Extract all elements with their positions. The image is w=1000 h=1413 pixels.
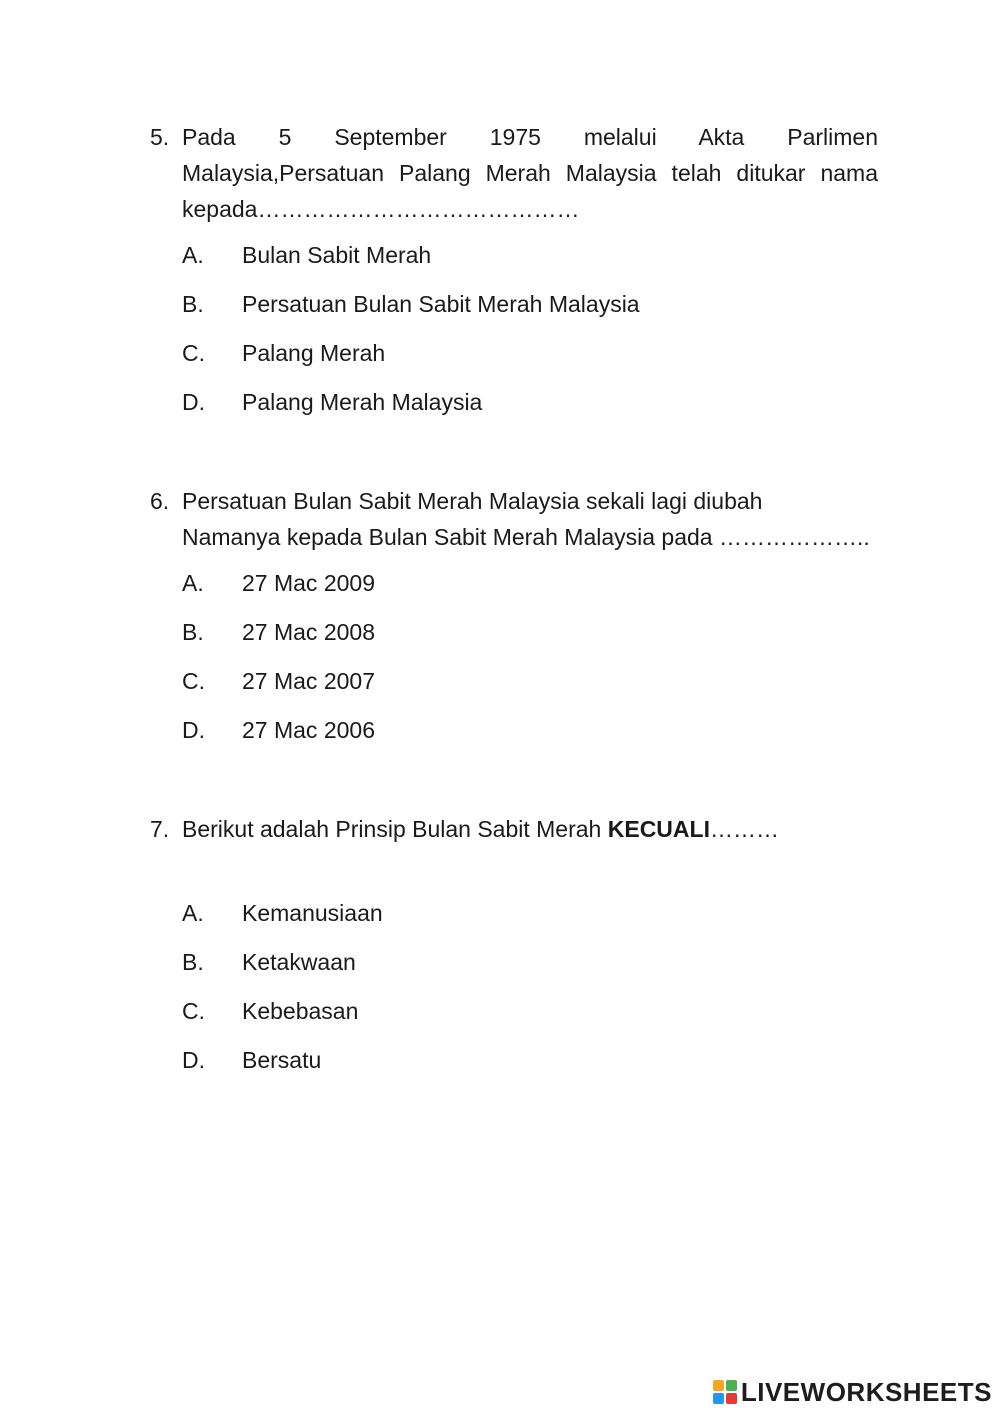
question-text-rest: Namanya kepada Bulan Sabit Merah Malaysia pada ………………..	[182, 524, 870, 550]
question-text-rest: Malaysia,Persatuan Palang Merah Malaysia telah ditukar nama kepada……………………………………	[182, 160, 878, 222]
liveworksheets-logo-text: LIVEWORKSHEETS	[740, 1376, 992, 1407]
option-a[interactable]	[182, 895, 878, 931]
option-text: Kemanusiaan	[242, 900, 383, 926]
option-b[interactable]	[182, 944, 878, 980]
question-text-after: ………	[709, 816, 779, 842]
answer-options	[150, 565, 878, 748]
question-6	[150, 483, 878, 761]
answer-options	[150, 237, 878, 420]
option-text: 27 Mac 2007	[242, 668, 375, 694]
option-b[interactable]	[182, 614, 878, 650]
option-text: Palang Merah Malaysia	[242, 389, 483, 415]
option-text: Ketakwaan	[242, 949, 356, 975]
option-b[interactable]	[182, 286, 878, 322]
option-c[interactable]	[182, 335, 878, 371]
option-text: Bulan Sabit Merah	[242, 242, 432, 268]
option-text: Palang Merah	[242, 340, 386, 366]
option-letter: B.	[182, 291, 204, 317]
option-a[interactable]	[182, 237, 878, 273]
option-d[interactable]	[182, 712, 878, 748]
liveworksheets-logo-icon	[713, 1380, 737, 1404]
option-letter: C.	[182, 998, 205, 1024]
question-text-line1: Persatuan Bulan Sabit Merah Malaysia sekali lagi diubah	[182, 488, 763, 514]
option-text: Bersatu	[242, 1047, 322, 1073]
question-number: 5.	[150, 124, 170, 150]
option-letter: B.	[182, 619, 204, 645]
option-letter: A.	[182, 242, 204, 268]
option-a[interactable]	[182, 565, 878, 601]
liveworksheets-logo	[713, 1377, 992, 1407]
option-c[interactable]	[182, 663, 878, 699]
option-letter: A.	[182, 570, 204, 596]
question-number: 7.	[150, 816, 170, 842]
option-text: 27 Mac 2006	[242, 717, 375, 743]
logo-square-4	[726, 1393, 737, 1404]
option-letter: D.	[182, 717, 205, 743]
option-d[interactable]	[182, 384, 878, 420]
option-d[interactable]	[182, 1042, 878, 1078]
option-c[interactable]	[182, 993, 878, 1029]
question-number: 6.	[150, 488, 170, 514]
option-letter: C.	[182, 340, 205, 366]
question-7	[150, 811, 878, 1091]
question-text	[182, 119, 878, 227]
logo-square-1	[713, 1380, 724, 1391]
question-text-emphasis: KECUALI	[607, 816, 710, 842]
option-letter: D.	[182, 389, 205, 415]
question-text-line1: Pada 5 September 1975 melalui Akta Parlimen	[182, 124, 878, 150]
option-text: Kebebasan	[242, 998, 359, 1024]
option-letter: D.	[182, 1047, 205, 1073]
question-text-before: Berikut adalah Prinsip Bulan Sabit Merah	[182, 816, 608, 842]
answer-options	[150, 895, 878, 1078]
logo-square-2	[726, 1380, 737, 1391]
option-text: 27 Mac 2009	[242, 570, 375, 596]
option-letter: B.	[182, 949, 204, 975]
option-text: 27 Mac 2008	[242, 619, 375, 645]
logo-square-3	[713, 1393, 724, 1404]
option-text: Persatuan Bulan Sabit Merah Malaysia	[242, 291, 640, 317]
option-letter: C.	[182, 668, 205, 694]
question-5	[150, 119, 878, 433]
question-text	[182, 811, 878, 847]
option-letter: A.	[182, 900, 204, 926]
question-text	[182, 483, 878, 555]
